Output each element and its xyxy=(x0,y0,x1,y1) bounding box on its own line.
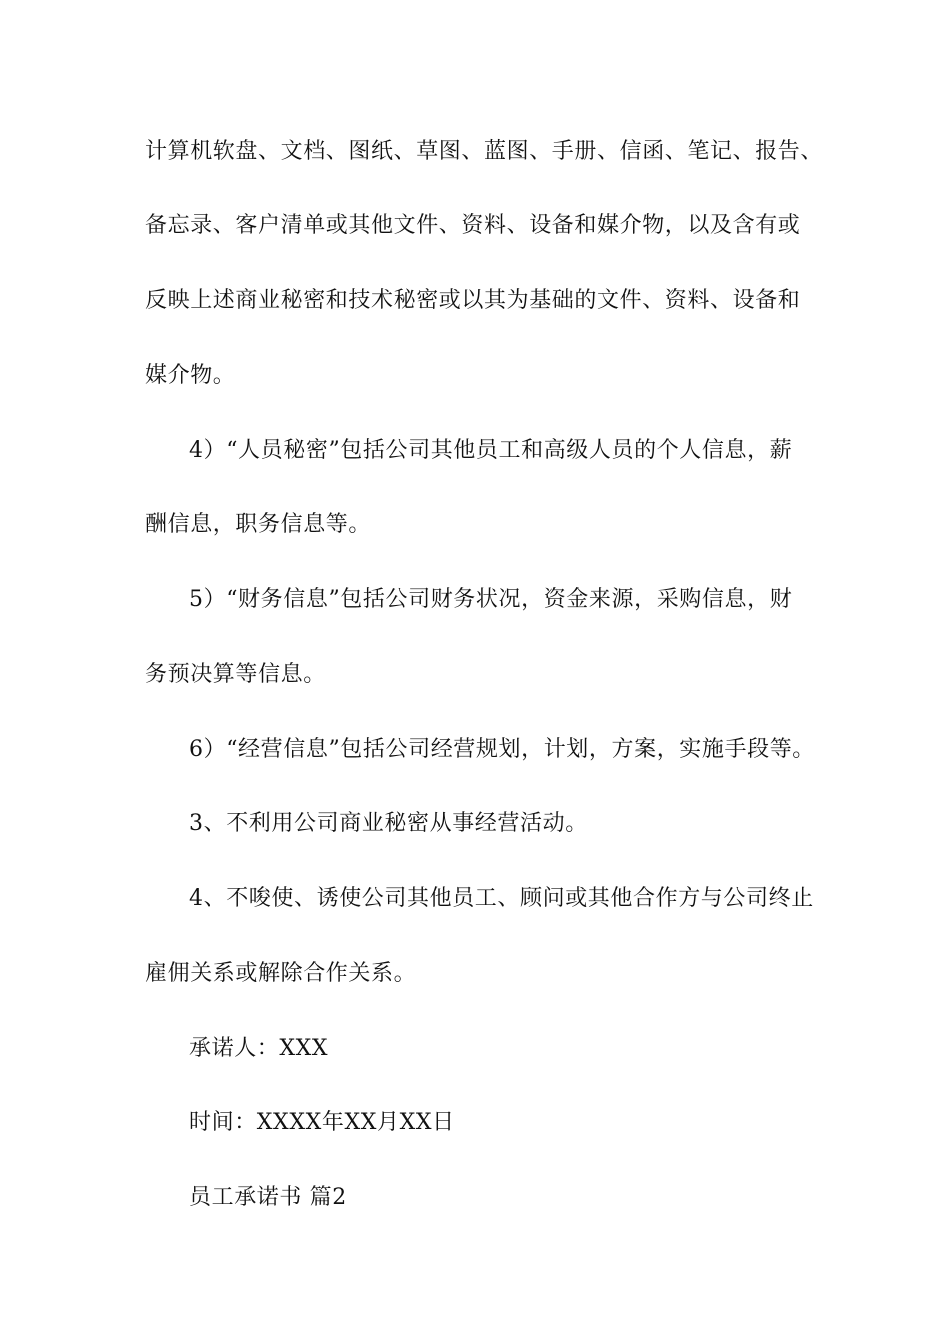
paragraph-line: 4、不唆使、诱使公司其他员工、顾问或其他合作方与公司终止 xyxy=(189,886,814,911)
paragraph-line: 3、不利用公司商业秘密从事经营活动。 xyxy=(189,811,588,836)
paragraph-line: 计算机软盘、文档、图纸、草图、蓝图、手册、信函、笔记、报告、 xyxy=(145,139,824,164)
section-heading: 员工承诺书 篇2 xyxy=(189,1185,347,1210)
paragraph-line: 雇佣关系或解除合作关系。 xyxy=(145,961,417,986)
date-line: 时间：XXXX年XX月XX日 xyxy=(189,1110,455,1135)
signatory-line: 承诺人：XXX xyxy=(189,1036,329,1061)
paragraph-line: 媒介物。 xyxy=(145,363,236,388)
paragraph-line: 5）“财务信息”包括公司财务状况，资金来源，采购信息，财 xyxy=(189,587,793,612)
paragraph-line: 酬信息，职务信息等。 xyxy=(145,512,372,537)
paragraph-line: 备忘录、客户清单或其他文件、资料、设备和媒介物，以及含有或 xyxy=(145,213,801,238)
paragraph-line: 务预决算等信息。 xyxy=(145,662,326,687)
paragraph-line: 6）“经营信息”包括公司经营规划，计划，方案，实施手段等。 xyxy=(189,737,815,762)
paragraph-line: 4）“人员秘密”包括公司其他员工和高级人员的个人信息，薪 xyxy=(189,438,793,463)
paragraph-line: 反映上述商业秘密和技术秘密或以其为基础的文件、资料、设备和 xyxy=(145,288,801,313)
